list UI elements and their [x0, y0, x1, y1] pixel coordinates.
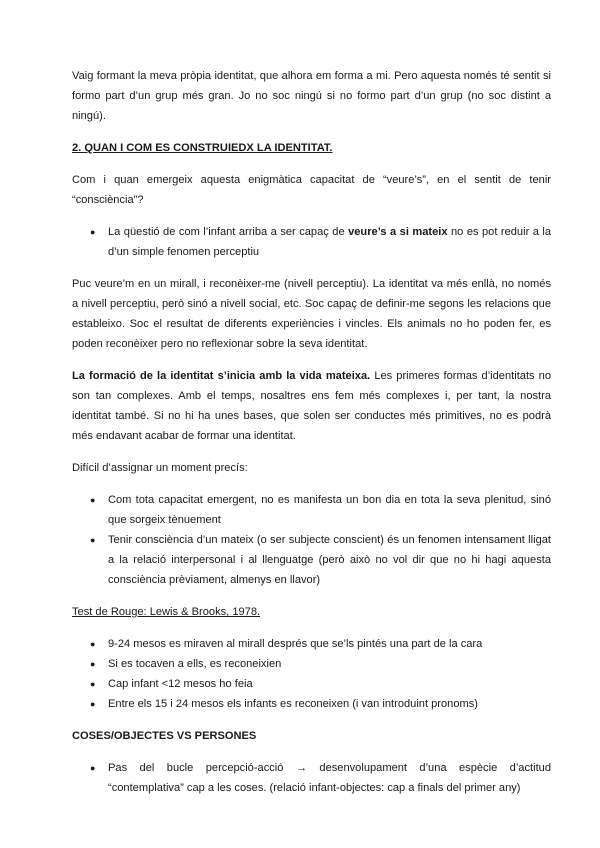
formation-paragraph [72, 366, 551, 446]
list-item [72, 654, 551, 674]
list-item [72, 758, 551, 798]
things-heading: COSES/OBJECTES VS PERSONES [72, 730, 257, 742]
section-2-title: 2. QUAN I COM ES CONSTRUIEDX LA IDENTITAT. [72, 142, 333, 154]
bullet-icon: ● [90, 535, 96, 545]
list-item [72, 530, 551, 590]
bullet-icon: ● [90, 763, 96, 773]
list-item [72, 634, 551, 654]
test-item-text: Entre els 15 i 24 mesos els infants es reconeixen (i van introduint pronoms) [108, 698, 478, 710]
bullet4-text: Pas del bucle percepció-acció → desenvolupament d’una espècie d’actitud “contemplativa” cap a les coses. (relació infant-objectes: cap a finals del primer any) [108, 762, 551, 794]
intro-paragraph: Vaig formant la meva pròpia identitat, que alhora em forma a mi. Pero aquesta només té sentit si formo part d’un grup més gran. Jo no soc ningú si no formo part d’un grup (no soc distint a ningú). [72, 70, 551, 122]
bullet1-text-pre: La qüestió de com l’infant arriba a ser capaç de [108, 226, 349, 238]
bullet-list-2 [72, 490, 551, 590]
document-content [72, 66, 551, 810]
test-list [72, 634, 551, 714]
test-item-text: 9-24 mesos es miraven al mirall després que se’ls pintés una part de la cara [108, 638, 483, 650]
bullet1-text-bold: veure’s a si mateix [348, 226, 448, 238]
bullet-icon: ● [90, 639, 96, 649]
list-item [72, 694, 551, 714]
bullet1-text-post: no es pot reduir a la d’un simple fenomen perceptiu [108, 226, 552, 258]
test-item-text: Si es tocaven a ells, es reconeixien [108, 658, 282, 670]
list-item [72, 490, 551, 530]
list-item [72, 222, 551, 262]
list-item [72, 674, 551, 694]
difficult-paragraph: Difícil d’assignar un moment precís: [72, 462, 248, 474]
bullet2-text: Com tota capacitat emergent, no es manifesta un bon dia en tota la seva plenitud, sinó que sorgeix tènuement [108, 494, 551, 526]
mirror-paragraph: Puc veure’m en un mirall, i reconèixer-me (nivell perceptiu). La identitat va més enllà, no només a nivell perceptiu, però sinó a nivell social, etc. Soc capaç de definir-me segons les relacions que estableixo. Soc el resultat de diferents experiències i vincles. Els animals no ho poden fer, es poden reconèixer pero no reflexionar sobre la seva identitat. [72, 278, 551, 350]
section-2-heading [72, 138, 551, 158]
formation-rest: Les primeres formas d’identitats no son tan complexes. Amb el temps, nosaltres ens fem més complexes i, per tant, la nostra identitat també. Si no hi ha unes bases, que solen ser conductes més primitives, no es podrà més endavant acabar de formar una identitat. [72, 370, 552, 442]
test-title [72, 602, 551, 622]
test-title-text: Test de Rouge: Lewis & Brooks, 1978. [72, 606, 261, 618]
bullet-icon: ● [90, 227, 96, 237]
question-paragraph: Com i quan emergeix aquesta enigmàtica capacitat de “veure’s”, en el sentit de tenir “consciència”? [72, 174, 551, 206]
bullet3-text: Tenir consciència d’un mateix (o ser subjecte conscient) és un fenomen intensament lligat a la relació interpersonal i al llenguatge (però això no vol dir que no hi hagi aquesta consciència prèviament, almenys en llavor) [108, 534, 551, 586]
bullet-icon: ● [90, 699, 96, 709]
formation-bold: La formació de la identitat s’inicia amb la vida mateixa. [72, 370, 371, 382]
bullet-list-4 [72, 758, 551, 798]
bullet-icon: ● [90, 659, 96, 669]
bullet-list-1 [72, 222, 551, 262]
test-item-text: Cap infant <12 mesos ho feia [108, 678, 253, 690]
bullet-icon: ● [90, 679, 96, 689]
bullet-icon: ● [90, 495, 96, 505]
